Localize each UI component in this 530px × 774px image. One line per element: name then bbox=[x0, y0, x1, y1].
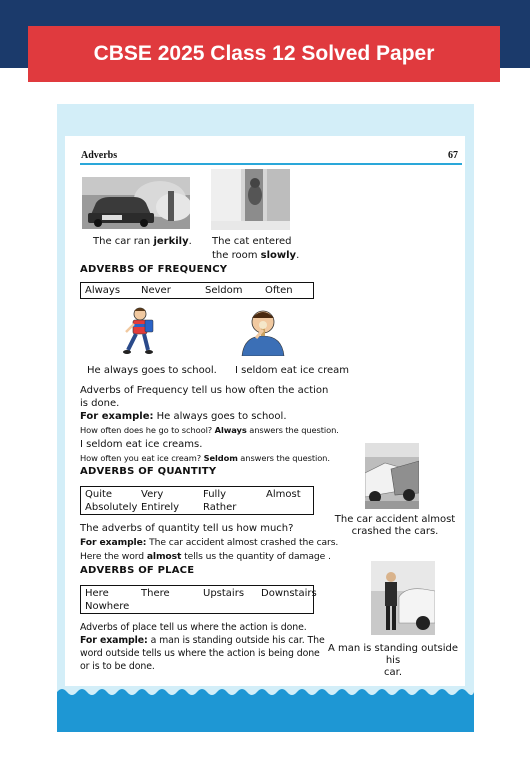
cat-caption: The cat entered the room slowly. bbox=[212, 236, 300, 261]
place-heading: ADVERBS OF PLACE bbox=[80, 565, 195, 576]
frequency-definition: Adverbs of Frequency tell us how often the action is done. bbox=[80, 385, 329, 409]
place-word-box bbox=[80, 585, 317, 614]
frequency-word: Often bbox=[265, 285, 293, 296]
car-accident-photo bbox=[365, 443, 419, 509]
quantity-example: For example: The car accident almost crashed the cars. bbox=[80, 537, 339, 548]
frequency-word: Never bbox=[141, 285, 171, 296]
boy-icecream-caption: I seldom eat ice cream bbox=[235, 365, 350, 376]
frequency-question-1: How often does he go to school? Always answers the question. bbox=[80, 425, 339, 435]
frequency-example: For example: He always goes to school. bbox=[80, 411, 287, 422]
frequency-word: Seldom bbox=[205, 285, 243, 296]
quantity-word: Rather bbox=[203, 502, 237, 513]
car-caption: The car ran jerkily. bbox=[93, 236, 192, 247]
quantity-word: Almost bbox=[266, 489, 301, 500]
place-definition: Adverbs of place tell us where the action is done. bbox=[80, 622, 307, 633]
frequency-word: Always bbox=[85, 285, 121, 296]
place-example: For example: a man is standing outside his car. The word outside tells us where the action is being done or is to be done. bbox=[80, 635, 325, 672]
place-word: Downstairs bbox=[261, 588, 317, 599]
car-photo bbox=[82, 177, 190, 229]
footer-bar bbox=[57, 698, 474, 732]
man-outside-car-photo bbox=[371, 561, 435, 635]
boy-walking-caption: He always goes to school. bbox=[87, 365, 217, 376]
place-word: Nowhere bbox=[85, 601, 130, 612]
header-rule bbox=[80, 163, 462, 165]
place-word: Here bbox=[85, 588, 109, 599]
cat-photo bbox=[211, 169, 290, 230]
frequency-example-2: I seldom eat ice creams. bbox=[80, 439, 203, 450]
place-word: There bbox=[141, 588, 170, 599]
wave-divider bbox=[57, 686, 474, 698]
man-car-caption: A man is standing outside his car. bbox=[327, 643, 459, 678]
quantity-word: Quite bbox=[85, 489, 113, 500]
quantity-note: Here the word almost tells us the quantity of damage . bbox=[80, 551, 331, 562]
boy-icecream-illustration bbox=[236, 306, 290, 356]
quantity-word: Fully bbox=[203, 489, 227, 500]
quantity-definition: The adverbs of quantity tell us how much? bbox=[80, 523, 294, 534]
chapter-title: Adverbs bbox=[81, 150, 118, 161]
frequency-word-box bbox=[80, 282, 314, 299]
frequency-question-2: How often you eat ice cream? Seldom answers the question. bbox=[80, 453, 330, 463]
page-number: 67 bbox=[448, 150, 458, 161]
quantity-word: Very bbox=[141, 489, 164, 500]
boy-walking-illustration bbox=[118, 306, 158, 356]
title-banner bbox=[28, 26, 500, 82]
frequency-heading: ADVERBS OF FREQUENCY bbox=[80, 264, 228, 275]
accident-caption: The car accident almost crashed the cars. bbox=[334, 514, 456, 537]
banner-title: CBSE 2025 Class 12 Solved Paper bbox=[93, 42, 435, 65]
quantity-heading: ADVERBS OF QUANTITY bbox=[80, 466, 217, 477]
quantity-word: Absolutely bbox=[85, 502, 138, 513]
quantity-word: Entirely bbox=[141, 502, 180, 513]
quantity-word-box bbox=[80, 486, 314, 515]
place-word: Upstairs bbox=[203, 588, 245, 599]
